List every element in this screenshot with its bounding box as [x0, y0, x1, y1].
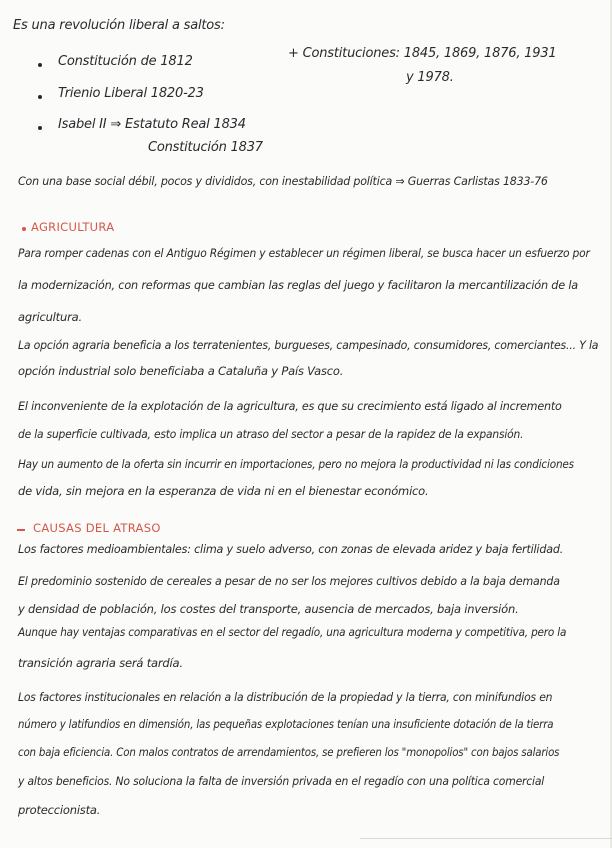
constituciones-line: + Constituciones: 1845, 1869, 1876, 1931	[288, 46, 557, 61]
list-item-1812: Constitución de 1812	[58, 54, 193, 69]
causas-p3-l3: con baja eficiencia. Con malos contratos de arrendamientos, se prefieren los "monopolios" con bajos salarios	[18, 745, 560, 759]
bullet-icon	[38, 63, 42, 67]
causas-p3-l2: número y latifundios en dimensión, las pequeñas explotaciones tenían una insuficiente dotación de la tierra	[18, 717, 554, 731]
agricultura-p1-l1: Para romper cadenas con el Antiguo Régimen y establecer un régimen liberal, se busca hacer un esfuerzo por	[18, 246, 590, 260]
causas-p2-l2: transición agraria será tardía.	[18, 656, 183, 670]
agricultura-p1-l2: la modernización, con reformas que cambian las reglas del juego y facilitaron la mercantilización de la	[18, 278, 579, 292]
intro-text: Es una revolución liberal a saltos:	[13, 18, 225, 33]
base-social-text: Con una base social débil, pocos y divididos, con inestabilidad política ⇒ Guerras Carlistas 1833-76	[18, 174, 548, 188]
causas-p1-l2: El predominio sostenido de cereales a pesar de no ser los mejores cultivos debido a la baja demanda	[18, 574, 560, 588]
constituciones-line-2: y 1978.	[406, 70, 454, 85]
page-bottom-rule	[360, 838, 612, 839]
agricultura-p2-l2: opción industrial solo beneficiaba a Cataluña y País Vasco.	[18, 364, 344, 378]
causas-p3-l5: proteccionista.	[18, 803, 101, 817]
section-bullet-icon	[22, 227, 26, 231]
list-item-isabel: Isabel II ⇒ Estatuto Real 1834	[58, 117, 246, 132]
agricultura-p3-l1: El inconveniente de la explotación de la agricultura, es que su crecimiento está ligado al incremento	[18, 399, 562, 413]
list-item-constitucion-1837: Constitución 1837	[148, 140, 263, 155]
agricultura-p1-l3: agricultura.	[18, 310, 82, 324]
bullet-icon	[38, 126, 42, 130]
agricultura-p4-l2: de vida, sin mejora en la esperanza de vida ni en el bienestar económico.	[18, 484, 429, 498]
agricultura-p4-l1: Hay un aumento de la oferta sin incurrir en importaciones, pero no mejora la productividad ni las condiciones	[18, 457, 574, 471]
bullet-icon	[38, 95, 42, 99]
agricultura-p3-l2: de la superficie cultivada, esto implica un atraso del sector a pesar de la rapidez de la expansión.	[18, 427, 524, 441]
causas-p2-l1: Aunque hay ventajas comparativas en el sector del regadío, una agricultura moderna y competitiva, pero la	[18, 625, 567, 639]
causas-p3-l4: y altos beneficios. No soluciona la falta de inversión privada en el regadío con una política comercial	[18, 774, 545, 788]
list-item-trienio: Trienio Liberal 1820-23	[58, 86, 204, 101]
causas-p3-l1: Los factores institucionales en relación a la distribución de la propiedad y la tierra, con minifundios en	[18, 690, 553, 704]
causas-p1-l1: Los factores medioambientales: clima y suelo adverso, con zonas de elevada aridez y baja fertilidad.	[18, 542, 564, 556]
heading-causas: CAUSAS DEL ATRASO	[33, 521, 161, 535]
causas-p1-l3: y densidad de población, los costes del transporte, ausencia de mercados, baja inversión.	[18, 602, 519, 616]
agricultura-p2-l1: La opción agraria beneficia a los terratenientes, burgueses, campesinado, consumidores, comerciantes... Y la	[18, 338, 599, 352]
heading-agricultura: AGRICULTURA	[31, 220, 115, 234]
section-dash-icon	[17, 529, 25, 531]
